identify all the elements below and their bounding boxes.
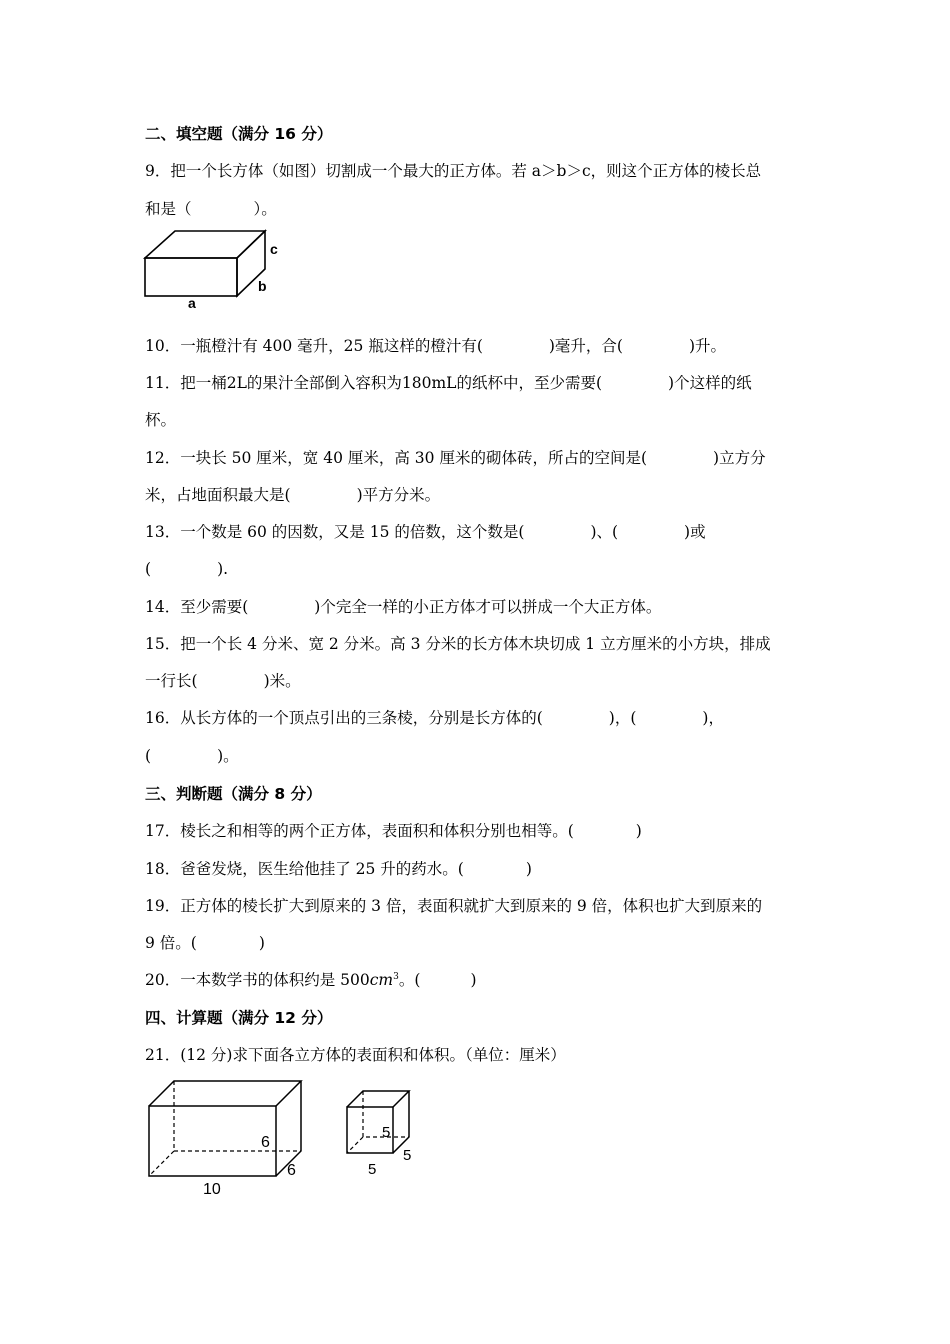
question-14 (145, 597, 661, 617)
cuboid-front (149, 1106, 276, 1176)
question-11-text-1: 11．把一桶2L的果汁全部倒入容积为180mL的纸杯中，至少需要( (145, 374, 603, 392)
question-19-text-1: 9 倍。( (145, 934, 197, 952)
question-18-text-1: 18．爸爸发烧，医生给他挂了 25 升的药水。( (145, 860, 464, 878)
label-height: 6 (261, 1134, 270, 1151)
question-17 (145, 821, 642, 841)
question-17-text-2: ) (635, 822, 642, 840)
question-11-line-2: 杯。 (145, 411, 177, 429)
label-width: 6 (287, 1162, 296, 1179)
question-16-text-2: )，( (608, 709, 637, 727)
question-21: 21．(12 分)求下面各立方体的表面积和体积。（单位：厘米） (145, 1046, 566, 1064)
question-20-text-2: 。( (398, 971, 421, 989)
question-15-line-2 (145, 671, 301, 691)
question-18-text-2: ) (525, 860, 532, 878)
label-edge-height: 5 (382, 1124, 391, 1141)
question-16-text-5: )。 (217, 747, 239, 765)
unit-exponent: 3 (393, 971, 399, 982)
question-13-text-3: )或 (684, 523, 706, 541)
question-15-text-1: 一行长( (145, 672, 198, 690)
section-3-title: 三、判断题（满分 8 分） (145, 785, 322, 803)
section-4-title: 四、计算题（满分 12 分） (145, 1009, 333, 1027)
label-b: b (258, 278, 267, 294)
section-2-title: 二、填空题（满分 16 分） (145, 125, 333, 143)
question-16-text-3: )， (702, 709, 724, 727)
question-12-text-1: 12．一块长 50 厘米，宽 40 厘米，高 30 厘米的砌体砖，所占的空间是( (145, 449, 648, 467)
question-15-line-1: 15．把一个长 4 分米、宽 2 分米。高 3 分米的长方体木块切成 1 立方厘米的小方块，排成 (145, 635, 771, 653)
question-18 (145, 859, 532, 879)
cuboid-figure-q9 (140, 228, 290, 312)
cube-hidden-diagonal (347, 1137, 363, 1153)
question-14-text-1: 14．至少需要( (145, 598, 249, 616)
question-9-text-b: ）。 (253, 200, 277, 218)
question-13-line-1 (145, 522, 706, 542)
question-16-text-4: ( (145, 747, 152, 765)
cube-figure-q21-2 (340, 1085, 430, 1180)
question-15-text-2: )米。 (263, 672, 301, 690)
question-16-line-1 (145, 708, 724, 728)
cuboid-hidden-edges (174, 1081, 301, 1151)
question-12-line-2 (145, 485, 440, 505)
question-13-text-1: 13．一个数是 60 的因数，又是 15 的倍数，这个数是( (145, 523, 525, 541)
question-13-text-5: ). (217, 560, 229, 578)
cuboid-hidden-diagonal (149, 1151, 174, 1176)
question-10-text-2: )毫升，合( (548, 337, 623, 355)
label-length: 10 (203, 1181, 221, 1198)
cube-right (393, 1091, 409, 1153)
label-c: c (270, 241, 278, 257)
question-20-text-3: ) (470, 971, 477, 989)
question-9-line-1: 9．把一个长方体（如图）切割成一个最大的正方体。若 a＞b＞c，则这个正方体的棱长总 (145, 162, 762, 180)
question-13-line-2 (145, 559, 228, 579)
question-13-text-2: )、( (590, 523, 619, 541)
cuboid-front-face (145, 258, 237, 296)
label-a: a (188, 295, 196, 311)
question-10-text-3: )升。 (688, 337, 727, 355)
question-12-line-1 (145, 448, 766, 468)
question-12-text-3: 米，占地面积最大是( (145, 486, 291, 504)
question-19-text-2: ) (258, 934, 265, 952)
question-9-text-a: 和是（ (145, 200, 192, 218)
cuboid-top-face (145, 231, 265, 258)
question-11-text-2: )个这样的纸 (668, 374, 752, 392)
cuboid-figure-q21-1 (140, 1075, 310, 1200)
label-edge-side: 5 (403, 1147, 412, 1164)
question-12-text-4: )平方分米。 (356, 486, 441, 504)
question-20-text-1: 20．一本数学书的体积约是 500 (145, 971, 370, 989)
cuboid-top (149, 1081, 301, 1106)
question-13-text-4: ( (145, 560, 152, 578)
unit-cm: cm (369, 971, 394, 989)
label-edge-front: 5 (368, 1161, 377, 1178)
cube-top (347, 1091, 409, 1107)
question-14-text-2: )个完全一样的小正方体才可以拼成一个大正方体。 (314, 598, 662, 616)
question-17-text-1: 17．棱长之和相等的两个正方体，表面积和体积分别也相等。( (145, 822, 574, 840)
question-19-line-1: 19．正方体的棱长扩大到原来的 3 倍，表面积就扩大到原来的 9 倍，体积也扩大到原来的 (145, 897, 763, 915)
question-11-line-1 (145, 373, 752, 393)
question-12-text-2: )立方分 (713, 449, 766, 467)
question-10 (145, 336, 726, 356)
question-9-line-2 (145, 199, 277, 219)
question-19-line-2 (145, 933, 265, 953)
question-16-line-2 (145, 746, 239, 766)
question-16-text-1: 16．从长方体的一个顶点引出的三条棱，分别是长方体的( (145, 709, 543, 727)
question-10-text-1: 10．一瓶橙汁有 400 毫升，25 瓶这样的橙汁有( (145, 337, 483, 355)
question-20 (145, 970, 477, 990)
